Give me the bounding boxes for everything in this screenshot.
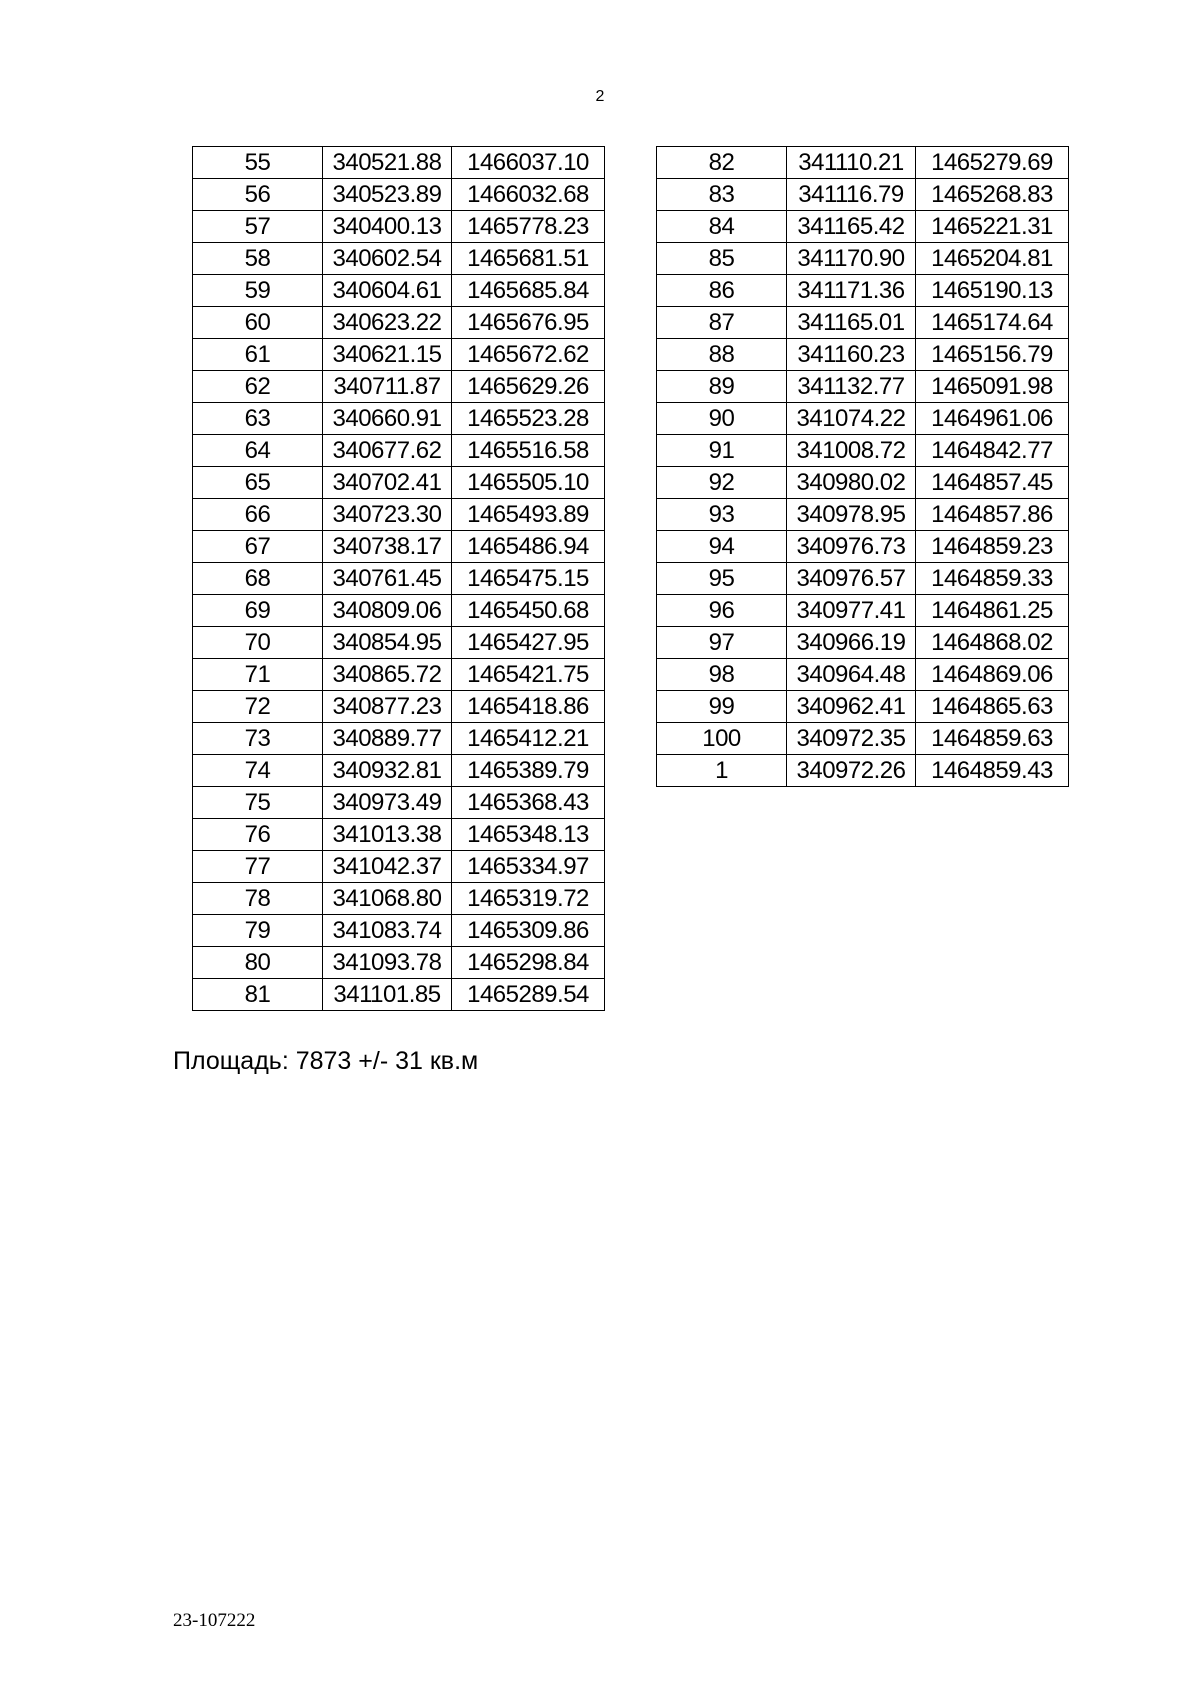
y-coordinate-cell: 1465685.84 [452,275,605,307]
page-number: 2 [595,88,605,105]
x-coordinate-cell: 341165.01 [787,307,916,339]
point-number-cell: 67 [193,531,323,563]
table-row [657,723,1069,755]
x-coordinate-cell: 341074.22 [787,403,916,435]
y-coordinate-cell: 1466032.68 [452,179,605,211]
x-coordinate-cell: 340877.23 [323,691,452,723]
table-row [193,211,605,243]
x-coordinate-cell: 341101.85 [323,979,452,1011]
y-coordinate-cell: 1465516.58 [452,435,605,467]
y-coordinate-cell: 1464857.86 [916,499,1069,531]
x-coordinate-cell: 341042.37 [323,851,452,883]
y-coordinate-cell: 1466037.10 [452,147,605,179]
y-coordinate-cell: 1464868.02 [916,627,1069,659]
point-number-cell: 76 [193,819,323,851]
point-number-cell: 71 [193,659,323,691]
x-coordinate-cell: 341132.77 [787,371,916,403]
y-coordinate-cell: 1465174.64 [916,307,1069,339]
table-row [193,307,605,339]
table-row [193,563,605,595]
table-row [657,147,1069,179]
x-coordinate-cell: 340602.54 [323,243,452,275]
x-coordinate-cell: 340621.15 [323,339,452,371]
point-number-cell: 91 [657,435,787,467]
table-row [193,499,605,531]
table-row [193,723,605,755]
y-coordinate-cell: 1465672.62 [452,339,605,371]
point-number-cell: 87 [657,307,787,339]
table-row [657,691,1069,723]
point-number-cell: 92 [657,467,787,499]
table-row [193,883,605,915]
point-number-cell: 69 [193,595,323,627]
table-row [193,147,605,179]
x-coordinate-cell: 340977.41 [787,595,916,627]
point-number-cell: 66 [193,499,323,531]
point-number-cell: 72 [193,691,323,723]
x-coordinate-cell: 340976.57 [787,563,916,595]
table-row [657,499,1069,531]
x-coordinate-cell: 341160.23 [787,339,916,371]
table-row [657,339,1069,371]
x-coordinate-cell: 341171.36 [787,275,916,307]
y-coordinate-cell: 1465412.21 [452,723,605,755]
table-row [193,851,605,883]
point-number-cell: 94 [657,531,787,563]
x-coordinate-cell: 340854.95 [323,627,452,659]
y-coordinate-cell: 1465475.15 [452,563,605,595]
x-coordinate-cell: 340889.77 [323,723,452,755]
point-number-cell: 95 [657,563,787,595]
table-row [657,531,1069,563]
point-number-cell: 81 [193,979,323,1011]
x-coordinate-cell: 340809.06 [323,595,452,627]
table-row [657,243,1069,275]
y-coordinate-cell: 1465523.28 [452,403,605,435]
y-coordinate-cell: 1465418.86 [452,691,605,723]
y-coordinate-cell: 1465778.23 [452,211,605,243]
y-coordinate-cell: 1465368.43 [452,787,605,819]
point-number-cell: 83 [657,179,787,211]
point-number-cell: 62 [193,371,323,403]
table-row [657,403,1069,435]
table-row [193,947,605,979]
x-coordinate-cell: 341008.72 [787,435,916,467]
x-coordinate-cell: 341116.79 [787,179,916,211]
point-number-cell: 59 [193,275,323,307]
point-number-cell: 73 [193,723,323,755]
table-row [193,275,605,307]
point-number-cell: 96 [657,595,787,627]
point-number-cell: 88 [657,339,787,371]
coordinates-table-left-body [193,147,605,1011]
table-row [193,787,605,819]
x-coordinate-cell: 340962.41 [787,691,916,723]
table-row [193,403,605,435]
y-coordinate-cell: 1465493.89 [452,499,605,531]
x-coordinate-cell: 340865.72 [323,659,452,691]
x-coordinate-cell: 341068.80 [323,883,452,915]
point-number-cell: 60 [193,307,323,339]
point-number-cell: 80 [193,947,323,979]
point-number-cell: 86 [657,275,787,307]
y-coordinate-cell: 1465421.75 [452,659,605,691]
point-number-cell: 82 [657,147,787,179]
y-coordinate-cell: 1465309.86 [452,915,605,947]
x-coordinate-cell: 340978.95 [787,499,916,531]
point-number-cell: 97 [657,627,787,659]
coordinates-table-right-body [657,147,1069,787]
table-row [657,467,1069,499]
x-coordinate-cell: 341093.78 [323,947,452,979]
x-coordinate-cell: 341165.42 [787,211,916,243]
x-coordinate-cell: 340966.19 [787,627,916,659]
x-coordinate-cell: 340972.35 [787,723,916,755]
point-number-cell: 79 [193,915,323,947]
point-number-cell: 65 [193,467,323,499]
y-coordinate-cell: 1464859.63 [916,723,1069,755]
y-coordinate-cell: 1465348.13 [452,819,605,851]
point-number-cell: 58 [193,243,323,275]
x-coordinate-cell: 340523.89 [323,179,452,211]
point-number-cell: 77 [193,851,323,883]
y-coordinate-cell: 1465389.79 [452,755,605,787]
table-row [657,595,1069,627]
table-row [193,595,605,627]
x-coordinate-cell: 340711.87 [323,371,452,403]
y-coordinate-cell: 1465629.26 [452,371,605,403]
y-coordinate-cell: 1465156.79 [916,339,1069,371]
x-coordinate-cell: 341110.21 [787,147,916,179]
y-coordinate-cell: 1464869.06 [916,659,1069,691]
x-coordinate-cell: 340604.61 [323,275,452,307]
point-number-cell: 74 [193,755,323,787]
table-row [657,211,1069,243]
table-row [193,819,605,851]
y-coordinate-cell: 1465279.69 [916,147,1069,179]
y-coordinate-cell: 1465334.97 [452,851,605,883]
y-coordinate-cell: 1465204.81 [916,243,1069,275]
x-coordinate-cell: 340973.49 [323,787,452,819]
y-coordinate-cell: 1464861.25 [916,595,1069,627]
table-row [193,339,605,371]
table-row [193,435,605,467]
x-coordinate-cell: 340972.26 [787,755,916,787]
document-id: 23-107222 [173,1610,256,1631]
x-coordinate-cell: 340677.62 [323,435,452,467]
y-coordinate-cell: 1465681.51 [452,243,605,275]
x-coordinate-cell: 341170.90 [787,243,916,275]
coordinates-table-left [192,146,605,1011]
point-number-cell: 64 [193,435,323,467]
x-coordinate-cell: 340980.02 [787,467,916,499]
y-coordinate-cell: 1465450.68 [452,595,605,627]
x-coordinate-cell: 341083.74 [323,915,452,947]
y-coordinate-cell: 1465221.31 [916,211,1069,243]
table-row [193,179,605,211]
table-row [193,659,605,691]
table-row [193,243,605,275]
point-number-cell: 61 [193,339,323,371]
x-coordinate-cell: 340400.13 [323,211,452,243]
point-number-cell: 57 [193,211,323,243]
table-row [657,755,1069,787]
y-coordinate-cell: 1464859.33 [916,563,1069,595]
point-number-cell: 98 [657,659,787,691]
table-row [657,371,1069,403]
y-coordinate-cell: 1464865.63 [916,691,1069,723]
y-coordinate-cell: 1465505.10 [452,467,605,499]
point-number-cell: 70 [193,627,323,659]
point-number-cell: 84 [657,211,787,243]
y-coordinate-cell: 1464859.23 [916,531,1069,563]
table-row [193,627,605,659]
table-row [193,467,605,499]
y-coordinate-cell: 1465268.83 [916,179,1069,211]
y-coordinate-cell: 1465289.54 [452,979,605,1011]
y-coordinate-cell: 1464961.06 [916,403,1069,435]
coordinates-table-right [656,146,1069,787]
point-number-cell: 75 [193,787,323,819]
table-row [193,691,605,723]
table-row [657,659,1069,691]
y-coordinate-cell: 1464859.43 [916,755,1069,787]
y-coordinate-cell: 1465091.98 [916,371,1069,403]
table-row [657,307,1069,339]
x-coordinate-cell: 341013.38 [323,819,452,851]
x-coordinate-cell: 340623.22 [323,307,452,339]
table-row [657,627,1069,659]
x-coordinate-cell: 340723.30 [323,499,452,531]
x-coordinate-cell: 340702.41 [323,467,452,499]
y-coordinate-cell: 1464842.77 [916,435,1069,467]
table-row [193,915,605,947]
point-number-cell: 99 [657,691,787,723]
point-number-cell: 56 [193,179,323,211]
table-row [193,755,605,787]
table-row [193,531,605,563]
x-coordinate-cell: 340964.48 [787,659,916,691]
y-coordinate-cell: 1464857.45 [916,467,1069,499]
point-number-cell: 63 [193,403,323,435]
table-row [193,371,605,403]
x-coordinate-cell: 340738.17 [323,531,452,563]
point-number-cell: 93 [657,499,787,531]
x-coordinate-cell: 340660.91 [323,403,452,435]
area-statement: Площадь: 7873 +/- 31 кв.м [173,1047,479,1075]
x-coordinate-cell: 340976.73 [787,531,916,563]
x-coordinate-cell: 340521.88 [323,147,452,179]
point-number-cell: 55 [193,147,323,179]
y-coordinate-cell: 1465486.94 [452,531,605,563]
point-number-cell: 89 [657,371,787,403]
table-row [657,563,1069,595]
y-coordinate-cell: 1465298.84 [452,947,605,979]
y-coordinate-cell: 1465676.95 [452,307,605,339]
table-row [193,979,605,1011]
table-row [657,179,1069,211]
point-number-cell: 68 [193,563,323,595]
y-coordinate-cell: 1465190.13 [916,275,1069,307]
table-row [657,435,1069,467]
point-number-cell: 1 [657,755,787,787]
y-coordinate-cell: 1465319.72 [452,883,605,915]
point-number-cell: 100 [657,723,787,755]
y-coordinate-cell: 1465427.95 [452,627,605,659]
x-coordinate-cell: 340932.81 [323,755,452,787]
point-number-cell: 90 [657,403,787,435]
point-number-cell: 85 [657,243,787,275]
point-number-cell: 78 [193,883,323,915]
x-coordinate-cell: 340761.45 [323,563,452,595]
table-row [657,275,1069,307]
